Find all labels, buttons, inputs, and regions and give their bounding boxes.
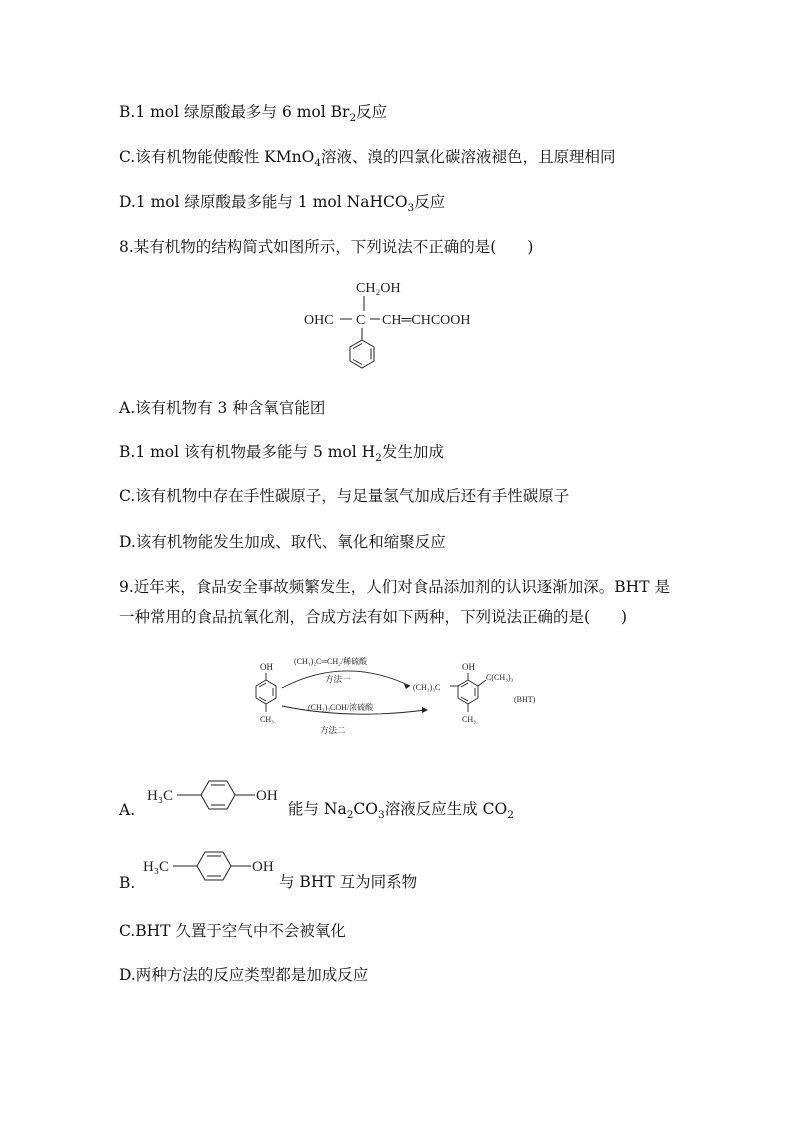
q9-option-a-structure	[145, 776, 290, 816]
product-ch3: CH₃	[462, 715, 476, 724]
product-benzene-ring-icon	[458, 680, 478, 704]
q9-option-a-text-1: 能与 Na	[288, 800, 347, 818]
q9-option-a-label: A.	[119, 801, 136, 819]
q7-option-d	[119, 192, 445, 218]
q7-option-c-text: C.该有机物能使酸性 KMnO	[119, 148, 315, 166]
oh-label: OH	[256, 788, 278, 804]
q8-option-b	[119, 442, 444, 468]
q9-stem-line1: 9.近年来，食品安全事故频繁发生，人们对食品添加剂的认识逐渐加深。BHT 是	[119, 578, 670, 596]
method1-label: 方法一	[325, 674, 351, 684]
method2-label: 方法二	[320, 725, 346, 735]
product-left-group: (CH₃)₃C	[413, 683, 441, 692]
q8-struct-center: C	[356, 313, 366, 328]
q8-option-b-text: B.1 mol 该有机物最多能与 5 mol H	[119, 443, 376, 461]
benzene-ring-icon	[350, 340, 374, 368]
reagent2-label: (CH₃)₃COH/浓硫酸	[308, 703, 374, 712]
q7-option-d-text: D.1 mol 绿原酸最多能与 1 mol NaHCO	[119, 193, 408, 211]
q9-option-a-text-2: CO	[353, 800, 378, 818]
q9-option-b-label: B.	[119, 874, 136, 892]
q9-stem-line2: 一种常用的食品抗氧化剂，合成方法有如下两种，下列说法正确的是( )	[119, 608, 628, 626]
q7-option-c-text-end: 溶液、溴的四氯化碳溶液褪色，且原理相同	[321, 148, 616, 166]
q9-option-d: D.两种方法的反应类型都是加成反应	[119, 966, 369, 984]
q7-option-b	[119, 102, 387, 128]
p-cresol-benzene-ring-icon	[201, 781, 235, 809]
q7-option-d-text-end: 反应	[414, 193, 446, 211]
h3c-label: H₃C	[143, 859, 170, 875]
q8-struct-right: CH═CHCOOH	[382, 313, 471, 328]
q7-option-b-sub: 2	[349, 112, 357, 124]
h3c-label: H₃C	[147, 788, 174, 804]
q8-struct-left: OHC	[304, 313, 334, 328]
q8-option-c: C.该有机物中存在手性碳原子，与足量氢气加成后还有手性碳原子	[119, 487, 570, 505]
q9-option-a-sub-1: 2	[346, 809, 354, 821]
q8-option-a: A.该有机物有 3 种含氧官能团	[119, 399, 326, 417]
oh-label: OH	[252, 859, 274, 875]
reagent1-label: (CH₃)₂C═CH₂/稀硫酸	[294, 657, 368, 666]
reactant-oh: OH	[260, 662, 273, 672]
q9-option-a-sub-2: 3	[378, 809, 385, 821]
q8-structure-diagram	[300, 276, 500, 376]
product-right-group: C(CH₃)₃	[486, 673, 514, 682]
q9-option-a-text-3: 溶液反应生成 CO	[384, 800, 508, 818]
q8-option-b-sub: 2	[375, 452, 382, 464]
q9-option-b-text: 与 BHT 互为同系物	[279, 873, 418, 891]
q9-option-a-text	[288, 799, 514, 825]
q8-struct-top: CH₂OH	[356, 281, 401, 296]
q7-option-b-text-end: 反应	[356, 103, 388, 121]
q9-synthesis-scheme	[250, 650, 560, 745]
q8-option-b-text-end: 发生加成	[381, 443, 444, 461]
q7-option-c-sub: 4	[314, 157, 321, 169]
q9-option-c: C.BHT 久置于空气中不会被氧化	[119, 922, 346, 940]
product-oh: OH	[462, 662, 475, 672]
q8-stem: 8.某有机物的结构简式如图所示，下列说法不正确的是( )	[119, 238, 534, 256]
q9-option-b-structure	[141, 847, 286, 887]
bht-label: (BHT)	[514, 695, 536, 704]
q7-option-d-sub: 3	[407, 202, 415, 214]
reactant-ch3: CH₃	[260, 715, 274, 724]
q7-option-b-text: B.1 mol 绿原酸最多与 6 mol Br	[119, 103, 350, 121]
q7-option-c	[119, 147, 616, 173]
q9-option-a-sub-3: 2	[507, 809, 514, 821]
q8-option-d: D.该有机物能发生加成、取代、氧化和缩聚反应	[119, 533, 446, 551]
reactant-benzene-ring-icon	[256, 680, 276, 704]
p-cresol-benzene-ring-icon	[197, 852, 231, 880]
